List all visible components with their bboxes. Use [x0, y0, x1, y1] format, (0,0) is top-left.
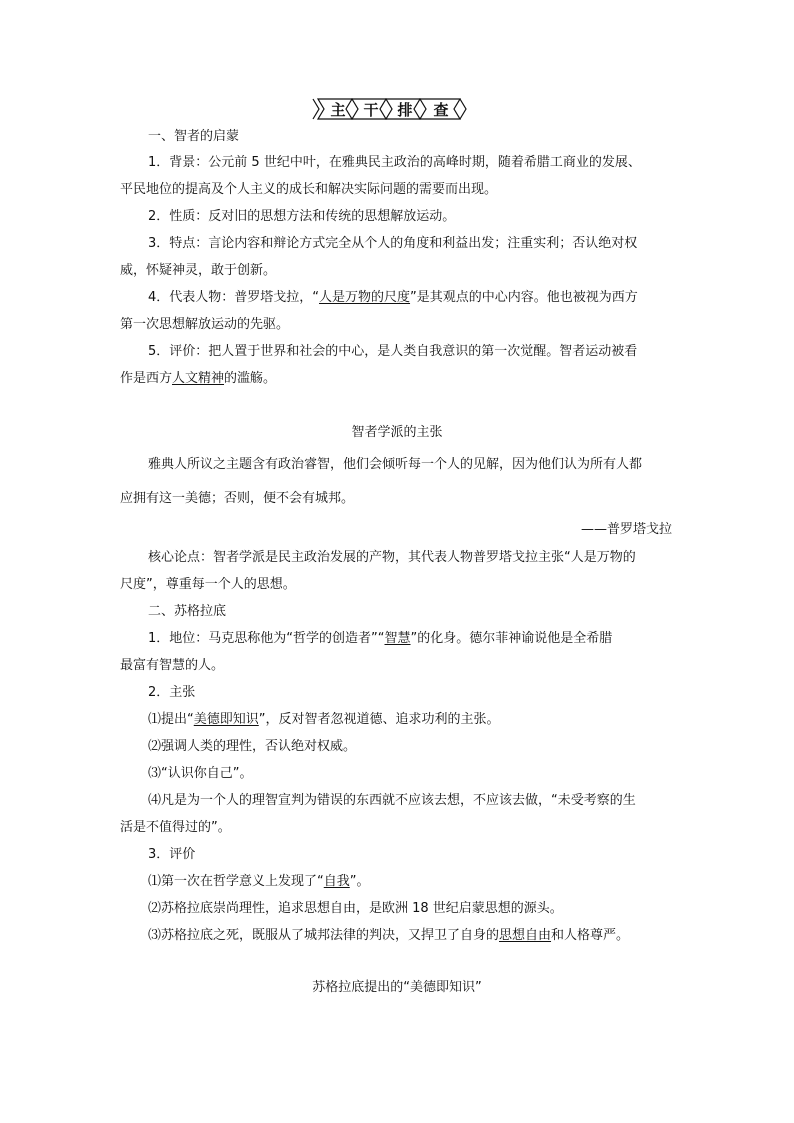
s2-item3-p1-keyphrase: 自我 [323, 874, 350, 889]
s1-item1-line2: 平民地位的提高及个人主义的成长和解决实际问题的需要而出现。 [120, 182, 498, 197]
s2-item2-point1 [148, 711, 500, 729]
s2-item1-line2: 最富有智慧的人。 [120, 658, 225, 673]
s1-item5-pre: 作是西方 [120, 371, 173, 386]
core-line1 [148, 549, 636, 567]
core-text: 智者学派是民主政治发展的产物，其代表人物普罗塔戈拉主张“人是万物的 [213, 550, 636, 565]
s1-item5-keyphrase: 人文精神 [172, 371, 225, 386]
s1-item4-line1 [148, 289, 638, 307]
s2-item1-label: 1．地位： [148, 631, 209, 646]
s2-item3-point2: ⑵苏格拉底崇尚理性，追求思想自由，是欧洲 18 世纪启蒙思想的源头。 [148, 901, 563, 916]
quote1-title: 智者学派的主张 [351, 425, 443, 440]
s1-item5-post: 的滥觞。 [224, 371, 277, 386]
s2-item3-p3-keyphrase: 思想自由 [499, 928, 552, 943]
s1-item5-line2 [120, 370, 276, 388]
s2-item1-line1 [148, 630, 612, 648]
s2-item3-p1-pre: ⑴第一次在哲学意义上发现了“ [148, 874, 324, 889]
s2-item2-point4-line2: 活是不值得过的”。 [120, 820, 231, 835]
s1-item1-line1 [148, 154, 641, 172]
s2-item3-point3 [148, 927, 629, 945]
s1-item5-line1 [148, 343, 637, 361]
s1-item4-post: ”是其观点的中心内容。他也被视为西方 [410, 290, 638, 305]
s1-item3-line1 [148, 235, 637, 253]
s2-item3-p1-post: ”。 [349, 874, 370, 889]
s1-item4-label: 4．代表人物： [148, 290, 235, 305]
s2-item3-p3-post: 和人格尊严。 [551, 928, 630, 943]
banner-char-2: 干 [363, 101, 379, 119]
s1-item3-line2: 威，怀疑神灵，敢于创新。 [120, 263, 277, 278]
core-line2: 尺度”，尊重每一个人的思想。 [120, 577, 296, 592]
s1-item4-pre: 普罗塔戈拉，“ [234, 290, 320, 305]
s1-item5-text: 把人置于世界和社会的中心，是人类自我意识的第一次觉醒。智者运动被看 [208, 344, 638, 359]
section2-heading: 二、苏格拉底 [148, 604, 227, 619]
s2-item2-label: 2．主张 [148, 685, 196, 700]
s2-item1-post: ”的化身。德尔菲神谕说他是全希腊 [410, 631, 613, 646]
quote1-line1: 雅典人所议之主题含有政治睿智，他们会倾听每一个人的见解，因为他们认为所有人都 [148, 457, 643, 472]
s1-item3-text: 言论内容和辩论方式完全从个人的角度和利益出发；注重实利；否认绝对权 [208, 236, 638, 251]
core-label: 核心论点： [148, 550, 214, 565]
s2-item2-point3: ⑶“认识你自己”。 [148, 766, 253, 781]
banner-char-1: 主 [330, 101, 346, 119]
s2-item2-p1-keyphrase: 美德即知识 [193, 712, 259, 727]
quote2-title: 苏格拉底提出的“美德即知识” [312, 980, 482, 995]
s1-item4-line2: 第一次思想解放运动的先驱。 [120, 317, 290, 332]
banner-char-3: 排 [397, 101, 413, 119]
section1-heading: 一、智者的启蒙 [148, 129, 240, 144]
s2-item3-point1 [148, 873, 370, 891]
quote1-attribution: ——普罗塔戈拉 [580, 522, 672, 537]
s1-item2 [148, 208, 455, 226]
s2-item3-p3-pre: ⑶苏格拉底之死，既服从了城邦法律的判决，又捍卫了自身的 [148, 928, 500, 943]
s2-item2-point4-line1: ⑷凡是为一个人的理智宣判为错误的东西就不应该去想，不应该去做，“未受考察的生 [148, 793, 636, 808]
s1-item4-keyphrase: 人是万物的尺度 [319, 290, 411, 305]
s2-item2-p1-pre: ⑴提出“ [148, 712, 194, 727]
s2-item1-pre: 马克思称他为“哲学的创造者”“ [208, 631, 385, 646]
banner-char-4: 查 [433, 101, 449, 119]
s2-item3-label: 3．评价 [148, 847, 196, 862]
s1-item5-label: 5．评价： [148, 344, 209, 359]
section-banner [0, 95, 794, 123]
s1-item2-text: 反对旧的思想方法和传统的思想解放运动。 [208, 209, 456, 224]
s1-item1-text: 公元前 5 世纪中叶，在雅典民主政治的高峰时期，随着希腊工商业的发展、 [208, 155, 641, 170]
s1-item1-label: 1．背景： [148, 155, 209, 170]
s2-item2-p1-post: ”，反对智者忽视道德、追求功利的主张。 [258, 712, 500, 727]
s2-item2-point2: ⑵强调人类的理性，否认绝对权威。 [148, 739, 357, 754]
quote1-line2: 应拥有这一美德；否则，便不会有城邦。 [120, 491, 355, 506]
s2-item1-keyphrase: 智慧 [384, 631, 411, 646]
s1-item3-label: 3．特点： [148, 236, 209, 251]
s1-item2-label: 2．性质： [148, 209, 209, 224]
